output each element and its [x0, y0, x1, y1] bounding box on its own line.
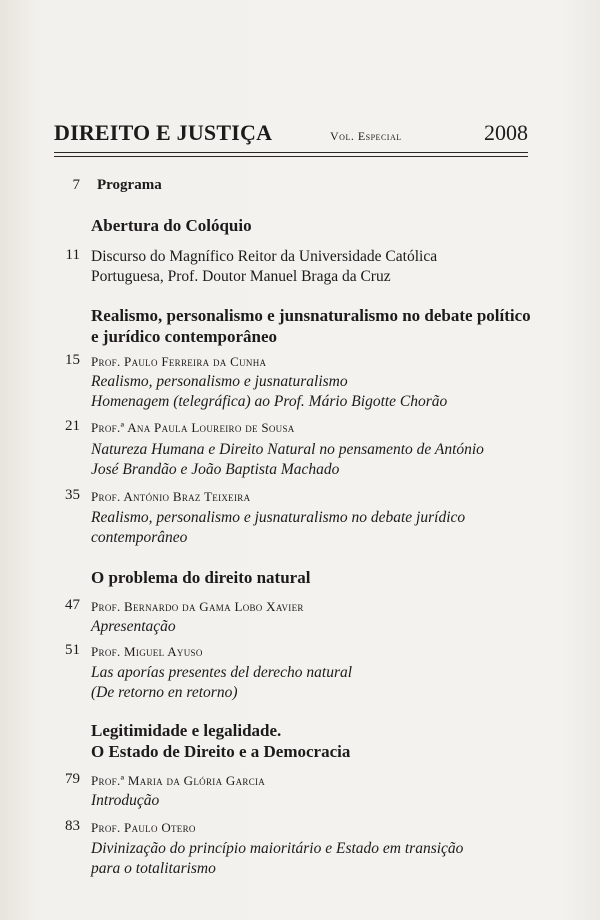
entry-title: Realismo, personalismo e jusnaturalismo no debate jurídico: [91, 509, 466, 526]
entry-title: Divinização do princípio maioritário e Estado em transição: [91, 840, 464, 857]
entry-title: Introdução: [91, 792, 160, 809]
entry-title: Homenagem (telegráfica) ao Prof. Mário Bigotte Chorão: [91, 393, 448, 410]
section-heading: Legitimidade e legalidade.: [91, 721, 282, 740]
year-label: 2008: [484, 120, 528, 145]
entry-title: Las aporías presentes del derecho natural: [91, 664, 353, 681]
entry-title: Realismo, personalismo e jusnaturalismo: [91, 373, 348, 390]
running-header: [54, 118, 528, 150]
entry-author: Prof. António Braz Teixeira: [91, 489, 251, 504]
header-rule-top: [54, 152, 528, 153]
section-heading: Abertura do Colóquio: [91, 216, 252, 235]
entry-title: para o totalitarismo: [91, 860, 216, 877]
entry-author: Prof. Miguel Ayuso: [91, 644, 203, 659]
section-heading: Realismo, personalismo e junsnaturalismo no debate político e jurídico contemporâneo: [91, 306, 531, 346]
page-number: 35: [65, 487, 80, 503]
page-number: 11: [65, 247, 80, 263]
entry-author: Prof.ª Ana Paula Loureiro de Sousa: [91, 420, 295, 435]
entry-author: Prof. Bernardo da Gama Lobo Xavier: [91, 599, 304, 614]
entry-title: contemporâneo: [91, 529, 188, 546]
entry-text: Discurso do Magnífico Reitor da Universidade Católica: [91, 248, 438, 265]
section-heading: O problema do direito natural: [91, 568, 311, 587]
entry-title: José Brandão e João Baptista Machado: [91, 461, 340, 478]
page-number: 47: [65, 597, 80, 613]
entry-title: Apresentação: [91, 618, 176, 635]
section-heading: O Estado de Direito e a Democracia: [91, 742, 351, 761]
entry-author: Prof. Paulo Ferreira da Cunha: [91, 354, 267, 369]
page-number: 51: [65, 642, 80, 658]
page-number: 15: [65, 352, 80, 368]
entry-text: Portuguesa, Prof. Doutor Manuel Braga da Cruz: [91, 268, 391, 285]
page-number: 79: [65, 771, 80, 787]
entry-title: Programa: [97, 177, 162, 193]
page-number: 83: [65, 818, 80, 834]
journal-title: DIREITO E JUSTIÇA: [54, 120, 273, 145]
entry-title: (De retorno en retorno): [91, 684, 238, 701]
volume-label: Vol. Especial: [330, 129, 402, 143]
entry-author: Prof.ª Maria da Glória Garcia: [91, 773, 266, 788]
page-number: 21: [65, 418, 80, 434]
entry-title: Natureza Humana e Direito Natural no pensamento de António: [91, 441, 484, 458]
entry-author: Prof. Paulo Otero: [91, 820, 196, 835]
page-number: 7: [72, 177, 80, 193]
header-rule-bottom: [54, 156, 528, 157]
